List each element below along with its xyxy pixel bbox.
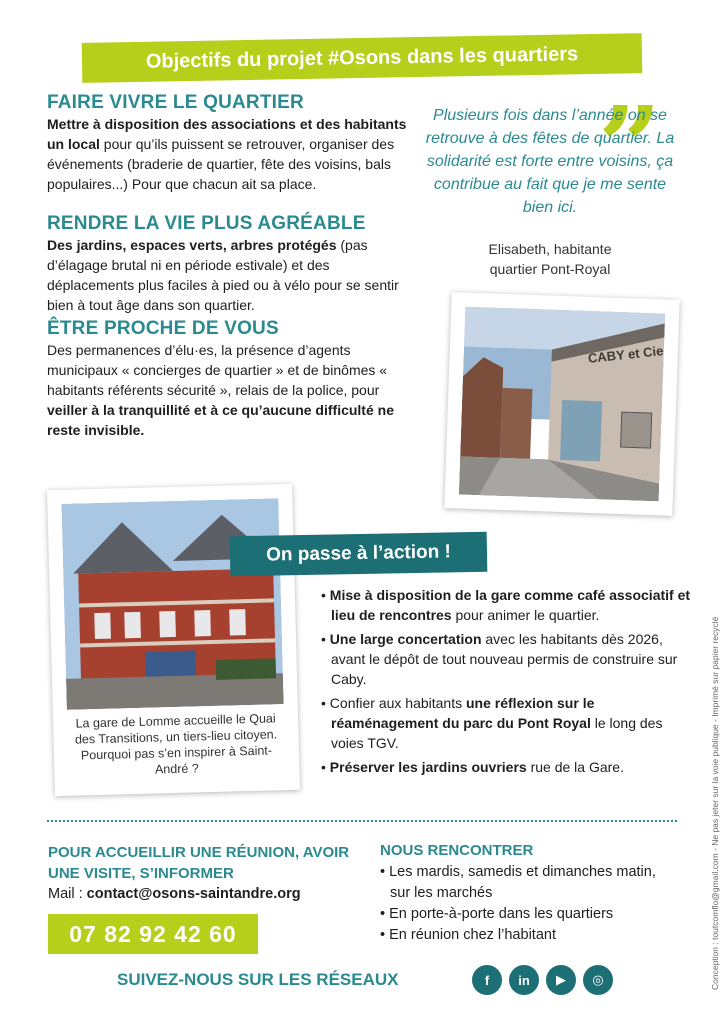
testimonial-quote: Plusieurs fois dans l’année on se retrouve à des fêtes de quartier. La solidarité est forte entre voisins, ça contribue au fait que je me sente bien ici.: [425, 107, 675, 216]
meet-list: [380, 862, 680, 946]
action-bold: une réflexion sur le réaménagement du parc du Pont Royal: [331, 695, 595, 731]
contact-title: POUR ACCUEILLIR UNE RÉUNION, AVOIR UNE VISITE, S’INFORMER: [48, 844, 350, 882]
station-photo: [61, 498, 283, 710]
mail-label: Mail :: [48, 886, 87, 902]
action-plain: avec les habitants dès 2026, avant le dépôt de tout nouveau permis de construire sur Caby.: [331, 631, 678, 687]
objective-bold: veiller à la tranquillité et à ce qu’aucune difficulté ne reste invisible.: [47, 402, 394, 438]
objective-bold: Mettre à disposition des associations et des habitants un local: [47, 116, 407, 152]
objective-bold: Des jardins, espaces verts, arbres protégés: [47, 237, 337, 253]
action-item: [321, 757, 691, 777]
objective-block-1: [47, 92, 407, 194]
quote-author: [435, 239, 665, 279]
meet-title: NOUS RENCONTRER: [380, 842, 534, 859]
instagram-icon[interactable]: ◎: [583, 965, 613, 995]
facebook-icon[interactable]: f: [472, 965, 502, 995]
caby-sign: CABY et Cie: [587, 343, 664, 366]
social-title: SUIVEZ-NOUS SUR LES RÉSEAUX: [117, 970, 399, 989]
objective-heading: ÊTRE PROCHE DE VOUS: [47, 318, 279, 339]
action-item: [321, 629, 691, 689]
linkedin-icon[interactable]: in: [509, 965, 539, 995]
youtube-icon[interactable]: ▶: [546, 965, 576, 995]
objective-text: [47, 340, 407, 440]
meet-item: • En réunion chez l’habitant: [380, 925, 680, 946]
objective-block-2: [47, 213, 407, 315]
street-photo-frame: [444, 292, 679, 516]
objective-plain: (pas d’élagage brutal ni en période estivale) et des déplacements plus faciles à pied ou à vélo pour se sentir bien à tout âge dans son quartier.: [47, 237, 399, 313]
action-list: [321, 585, 691, 781]
action-plain: rue de la Gare.: [526, 759, 624, 775]
action-item: [321, 585, 691, 625]
meet-item: • En porte-à-porte dans les quartiers: [380, 904, 680, 925]
action-plain: pour animer le quartier.: [451, 607, 600, 623]
objective-plain: Des permanences d’élu·es, la présence d’agents municipaux « concierges de quartier » et de binômes « habitants référents sécurité », relais de la police, pour: [47, 342, 388, 398]
dotted-divider: [47, 820, 677, 822]
action-bold: Préserver les jardins ouvriers: [329, 759, 527, 775]
action-pre: Confier aux habitants: [329, 695, 466, 711]
action-item: [321, 693, 691, 753]
banner-title: Objectifs du projet #Osons dans les quartiers: [145, 42, 579, 73]
objective-block-3: [47, 318, 407, 440]
meet-item: • Les mardis, samedis et dimanches matin, sur les marchés: [380, 862, 680, 904]
social-links: [472, 965, 613, 995]
action-bold: Une large concertation: [329, 631, 482, 647]
action-bold: Mise à disposition de la gare comme café associatif et lieu de rencontres: [329, 587, 691, 623]
side-credit: Conception : toutcomflo@gmail.com - Ne pas jeter sur la voie publique - Imprimé sur papier recyclé: [710, 616, 720, 990]
street-photo: [459, 307, 665, 502]
objective-plain: pour qu’ils puissent se retrouver, organiser des événements (braderie de quartier, fête des voisins, bals populaires...) Pour que chacun ait sa place.: [47, 136, 395, 192]
action-plain: le long des voies TGV.: [331, 715, 663, 751]
objective-text: [47, 114, 407, 194]
quote-mark-icon: ”: [598, 82, 662, 211]
objective-text: [47, 235, 407, 315]
station-caption: La gare de Lomme accueille le Quai des Transitions, un tiers-lieu citoyen. Pourquoi pas s’en inspirer à Saint-André ?: [74, 711, 278, 777]
mail-link[interactable]: contact@osons-saintandre.org: [86, 886, 301, 902]
quote-author-place: quartier Pont-Royal: [489, 261, 611, 277]
quote-author-name: Elisabeth, habitante: [488, 241, 612, 257]
station-photo-frame: [47, 484, 300, 796]
action-title: On passe à l’action !: [230, 532, 488, 576]
objective-heading: FAIRE VIVRE LE QUARTIER: [47, 92, 304, 113]
phone-number[interactable]: 07 82 92 42 60: [48, 914, 258, 954]
objective-heading: RENDRE LA VIE PLUS AGRÉABLE: [47, 213, 366, 234]
objectives-banner: [82, 33, 643, 83]
contact-mail: [48, 886, 301, 902]
